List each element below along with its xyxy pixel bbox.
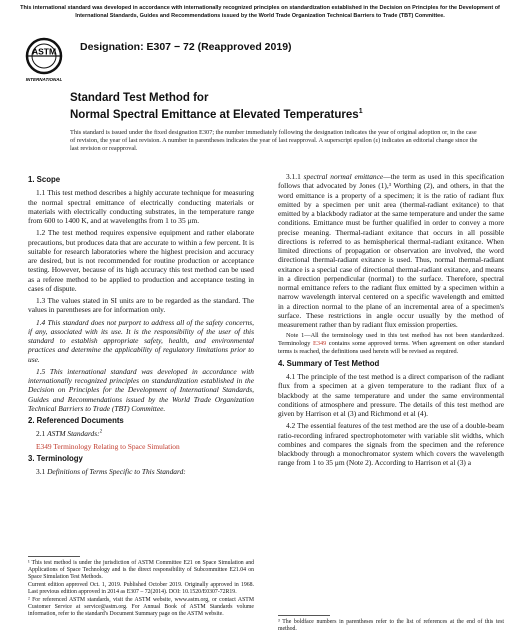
paragraph-1-5: 1.5 This international standard was developed in accordance with internationally recognized principles on standardization established in the Decision on Principles for the Development of International Standards, Guides and Recommendations issued by the World Trade Organization Technical Barriers to Trade (TBT) Committee. bbox=[28, 366, 254, 413]
note-1 bbox=[278, 332, 504, 356]
astm-logo-icon bbox=[22, 36, 66, 84]
paragraph-3-1-text: Definitions of Terms Specific to This Standard: bbox=[47, 467, 186, 476]
paragraph-2-1-text: ASTM Standards: bbox=[47, 429, 100, 439]
paragraph-2-1-number: 2.1 bbox=[36, 429, 48, 439]
paragraph-1-4: 1.4 This standard does not purport to address all of the safety concerns, if any, associated with its use. It is the responsibility of the user of this standard to establish appropriate safety, health, and environmental practices and determine the applicability of regulatory limitations prior to use. bbox=[28, 317, 254, 364]
note-1-text-a: Note 1—All the terminology used in this test method has not been standardized. Terminology bbox=[278, 332, 504, 348]
footnote-3: ³ The boldface numbers in parentheses refer to the list of references at the end of this test method. bbox=[278, 619, 504, 632]
footnotes-right bbox=[278, 619, 504, 634]
footnote-rule-right bbox=[278, 615, 330, 616]
paragraph-4-2: 4.2 The essential features of the test method are the use of a double-beam ratio-recording infrared spectrophotometer with variable slit widths, which combines and compares the signals from the specimen and the reference blackbody through a monochromator system which covers the wavelength range from 1 to 35 μm (Note 2). According to Harrison et al (3) a bbox=[278, 421, 504, 468]
paragraph-1-2: 1.2 The test method requires expensive equipment and rather elaborate precautions, but produces data that are accurate to within a few percent. It is suitable for research laboratories where the highest precision and accuracy are desired, but is not recommended for routine production or acceptance testing. However, because of its high accuracy this test method can be used as a referee method to be applied to production and acceptance testing in cases of dispute. bbox=[28, 228, 254, 293]
title-footnote-mark: 1 bbox=[358, 108, 363, 115]
logo-letters: ASTM bbox=[31, 46, 57, 57]
footnotes-left bbox=[28, 560, 254, 619]
footnote-rule-left bbox=[28, 556, 80, 557]
paragraph-3-1-1-text: —the term as used in this specification follows that advocated by Jones (1),³ Worthing (2), and others, in that the word emittance is a property of a specimen; it is the ratio of radiant flux emitted by a specimen per unit area (thermal-radiant exitance) to that emitted by a blackbody radiator at the same temperature and under the same conditions. Emittance must be further qualified in order to convey a more precise meaning. Thermal-radiant exitance that occurs in all possible directions is referred to as hemispherical thermal-radiant exitance. When limited directions of propagation or observation are involved, the word directional thermal-radiant exitance is used. Thus, normal thermal-radiant exitance is a special case of directional thermal-radiant exitance, and means in a direction perpendicular (normal) to the surface. Therefore, spectral normal emittance refers to the radiant flux emitted by a specimen within a narrow wavelength interval centered on a specific wavelength and emitted in a direction normal to the plane of an incremental area of a specimen's surface. These restrictions in angle occur usually by the method of measurement rather than by radiant flux emission properties. bbox=[278, 172, 505, 329]
paragraph-4-1: 4.1 The principle of the test method is a direct comparison of the radiant flux from a specimen at a given temperature to the radiant flux of a blackbody at the same temperature and under the same environmental conditions of atmosphere and pressure. The details of this test method are given by Harrison et al (3) and Richmond et al (4). bbox=[278, 372, 504, 419]
paragraph-3-1-1 bbox=[278, 172, 504, 329]
section-heading-referenced-documents: 2. Referenced Documents bbox=[28, 416, 124, 425]
term-spectral-normal-emittance: spectral normal emittance bbox=[303, 172, 384, 181]
header-notice: This international standard was developed in accordance with internationally recognized principles on standardization established in the Decision on Principles for the Development of International Standards, Guides and Recommendations issued by the World Trade Organization Technical Barriers to Trade (TBT) Committee. bbox=[20, 5, 500, 19]
intro-paragraph: This standard is issued under the fixed designation E307; the number immediately following the designation indicates the year of original adoption or, in the case of revision, the year of last revision. A number in parentheses indicates the year of last reapproval. A superscript epsilon (ε) indicates an editorial change since the last revision or reapproval. bbox=[70, 129, 478, 152]
paragraph-1-1: 1.1 This test method describes a highly accurate technique for measuring the normal spectral emittance of electrically conducting materials or materials with electrically conducting substrates, in the temperature range from 600 to 1400 K, and at wavelengths from 1 to 35 μm. bbox=[28, 188, 254, 225]
title-line-2 bbox=[70, 105, 470, 122]
section-heading-scope: 1. Scope bbox=[28, 175, 61, 184]
paragraph-3-1-number: 3.1 bbox=[36, 467, 48, 476]
title-line-1: Standard Test Method for bbox=[70, 92, 209, 104]
note-1-link-e349[interactable]: E349 bbox=[312, 340, 327, 348]
note-1-text-b: contains some approved terms. When agreement on other standard terms is reached, the definitions used herein will be revised as required. bbox=[278, 340, 504, 356]
designation: Designation: E307 − 72 (Reapproved 2019) bbox=[80, 41, 292, 53]
logo-international: INTERNATIONAL bbox=[25, 77, 63, 82]
reference-e349-code[interactable]: E349 bbox=[36, 441, 52, 451]
title-text: Normal Spectral Emittance at Elevated Temperatures bbox=[70, 108, 359, 121]
paragraph-1-3: 1.3 The values stated in SI units are to be regarded as the standard. The values in parentheses are for information only. bbox=[28, 296, 254, 315]
footnote-1: ¹ This test method is under the jurisdiction of ASTM Committee E21 on Space Simulation and Applications of Space Technology and is the direct responsibility of Subcommittee E21.04 on Space Simulation Test Methods. bbox=[28, 560, 254, 580]
footnote-1-edition: Current edition approved Oct. 1, 2019. Published October 2019. Originally approved in 1968. Last previous edition approved in 2014 as E307 – 72(2014). DOI: 10.1520/E0307-72R19. bbox=[28, 582, 254, 595]
section-heading-summary: 4. Summary of Test Method bbox=[278, 358, 380, 368]
paragraph-3-1 bbox=[28, 467, 254, 476]
left-column bbox=[28, 172, 254, 479]
paragraph-3-1-1-number: 3.1.1 bbox=[286, 172, 304, 181]
reference-e349-title[interactable]: Terminology Relating to Space Simulation bbox=[53, 441, 180, 451]
right-column bbox=[278, 172, 504, 471]
section-heading-terminology: 3. Terminology bbox=[28, 453, 83, 463]
footnote-2: ² For referenced ASTM standards, visit the ASTM website, www.astm.org, or contact ASTM Customer Service at service@astm.org. For Annual Book of ASTM Standards volume information, refer to the standard's Document Summary page on the ASTM website. bbox=[28, 597, 254, 617]
reference-e349[interactable] bbox=[28, 442, 254, 451]
document-title bbox=[70, 91, 470, 122]
paragraph-2-1-footnote-mark: 2 bbox=[99, 429, 103, 435]
paragraph-2-1 bbox=[28, 429, 254, 438]
